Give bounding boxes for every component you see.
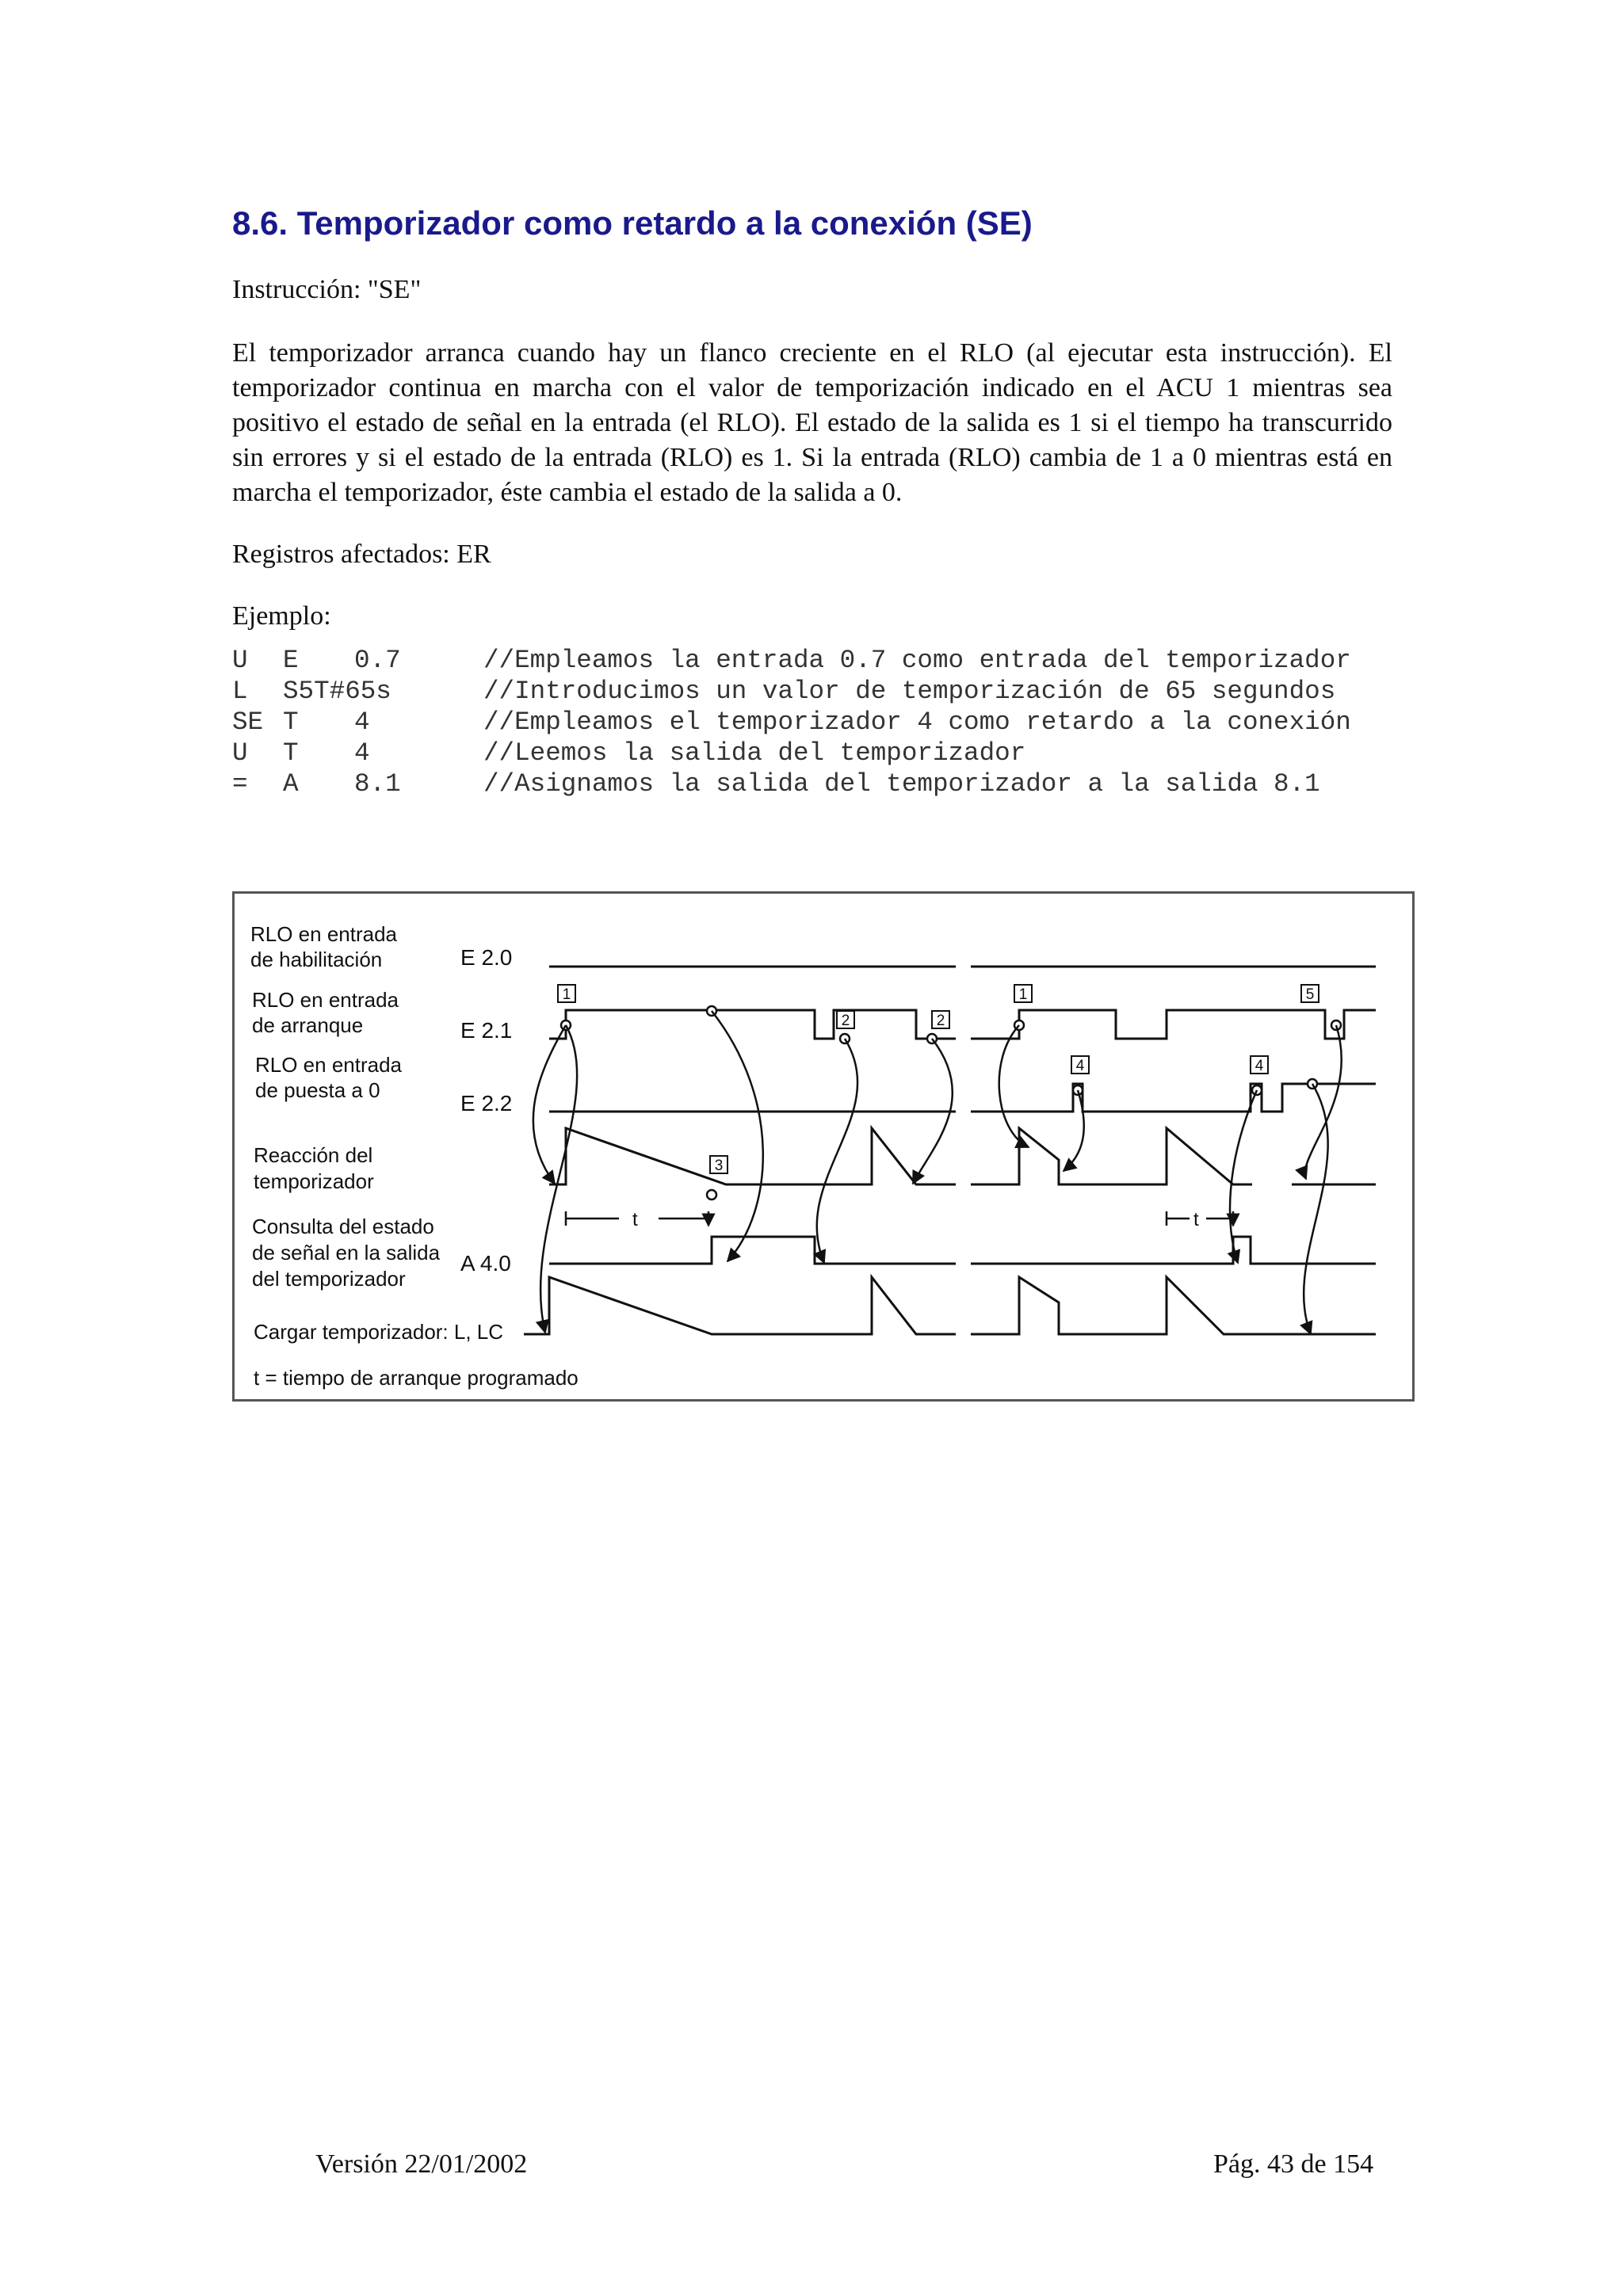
label-start-1: RLO en entrada: [252, 988, 399, 1012]
code-line: [232, 707, 1351, 738]
label-start-2: de arranque: [252, 1013, 364, 1037]
cause-arrow: [999, 1025, 1029, 1147]
t-label-right: t: [1193, 1209, 1199, 1230]
instruction-text: Instrucción: "SE": [232, 275, 422, 304]
label-reset-2: de puesta a 0: [255, 1078, 380, 1102]
code-arg: S5T#65s: [283, 677, 391, 706]
event-circle: [707, 1190, 716, 1199]
code-arg: T: [283, 707, 299, 737]
marker-label: 2: [841, 1013, 850, 1029]
marker-label: 1: [562, 986, 571, 1003]
cause-arrow: [712, 1011, 763, 1261]
cause-arrow: [817, 1039, 857, 1263]
code-listing: [232, 645, 1351, 799]
marker-label: 4: [1254, 1058, 1264, 1074]
label-reaction-1: Reacción del: [254, 1143, 373, 1167]
wave-reaction-left: [549, 1128, 956, 1184]
label-load: Cargar temporizador: L, LC: [254, 1320, 504, 1344]
wave-e21-left: [549, 1010, 956, 1039]
label-query-3: del temporizador: [252, 1267, 406, 1291]
code-line: [232, 738, 1351, 769]
cause-arrow: [533, 1025, 566, 1184]
label-reaction-2: temporizador: [254, 1169, 374, 1193]
marker-label: 4: [1075, 1058, 1085, 1074]
t-dimension-right: [1167, 1211, 1233, 1226]
label-query-1: Consulta del estado: [252, 1215, 434, 1238]
code-op: L: [232, 677, 248, 706]
code-comment: //Empleamos el temporizador 4 como retardo a la conexión: [483, 707, 1351, 737]
signal-a40: A 4.0: [460, 1251, 511, 1276]
code-val: 4: [354, 707, 370, 737]
code-op: =: [232, 769, 248, 799]
code-comment: //Introducimos un valor de temporización de 65 segundos: [483, 677, 1336, 706]
label-query-2: de señal en la salida: [252, 1241, 441, 1264]
label-enable-1: RLO en entrada: [250, 922, 398, 946]
cause-arrow: [1304, 1084, 1328, 1334]
code-line: [232, 676, 1351, 707]
code-arg: A: [283, 769, 299, 799]
page-title: 8.6. Temporizador como retardo a la conexión (SE): [232, 204, 1033, 242]
code-val: 4: [354, 738, 370, 768]
code-line: [232, 769, 1351, 799]
footer-page-number: Pág. 43 de 154: [1213, 2149, 1374, 2179]
code-op: U: [232, 646, 248, 675]
signal-e22: E 2.2: [460, 1091, 513, 1116]
code-arg: E: [283, 646, 299, 675]
timing-diagram-svg: [235, 894, 1412, 1399]
registers-text: Registros afectados: ER: [232, 540, 491, 569]
example-label: Ejemplo:: [232, 601, 331, 631]
cause-arrow: [540, 1025, 577, 1333]
marker-label: 3: [714, 1158, 724, 1174]
code-line: [232, 645, 1351, 676]
code-arg: T: [283, 738, 299, 768]
code-val: 0.7: [354, 646, 401, 675]
t-label-left: t: [632, 1209, 638, 1230]
code-op: SE: [232, 707, 264, 737]
code-comment: //Empleamos la entrada 0.7 como entrada del temporizador: [483, 646, 1351, 675]
wave-load-left: [524, 1277, 956, 1334]
label-reset-1: RLO en entrada: [255, 1053, 403, 1077]
wave-e21-right: [971, 1010, 1376, 1039]
marker-label: 5: [1305, 986, 1315, 1003]
code-val: 8.1: [354, 769, 401, 799]
signal-e21: E 2.1: [460, 1018, 513, 1043]
marker-label: 2: [936, 1013, 945, 1029]
code-comment: //Asignamos la salida del temporizador a la salida 8.1: [483, 769, 1320, 799]
wave-load-right: [971, 1277, 1376, 1334]
description-paragraph: El temporizador arranca cuando hay un flanco creciente en el RLO (al ejecutar esta instrucción). El temporizador continua en marcha con el valor de temporización indicado en el ACU 1 mientras sea positivo el estado de señal en la entrada (el RLO). El estado de la salida es 1 si el tiempo ha transcurrido sin errores y si el estado de la entrada (RLO) es 1. Si la entrada (RLO) cambia de 1 a 0 mientras está en marcha el temporizador, éste cambia el estado de la salida a 0.: [232, 338, 1392, 507]
wave-a40-right: [971, 1237, 1376, 1264]
wave-a40-left: [549, 1237, 956, 1264]
timing-diagram: [232, 891, 1415, 1402]
legend-text: t = tiempo de arranque programado: [254, 1366, 579, 1390]
code-comment: //Leemos la salida del temporizador: [483, 738, 1026, 768]
cause-arrow: [1305, 1025, 1342, 1179]
footer-version: Versión 22/01/2002: [315, 2149, 528, 2179]
label-enable-2: de habilitación: [250, 948, 383, 971]
signal-e20: E 2.0: [460, 945, 513, 970]
wave-reaction-right: [971, 1128, 1376, 1184]
code-op: U: [232, 738, 248, 768]
marker-label: 1: [1018, 986, 1028, 1003]
